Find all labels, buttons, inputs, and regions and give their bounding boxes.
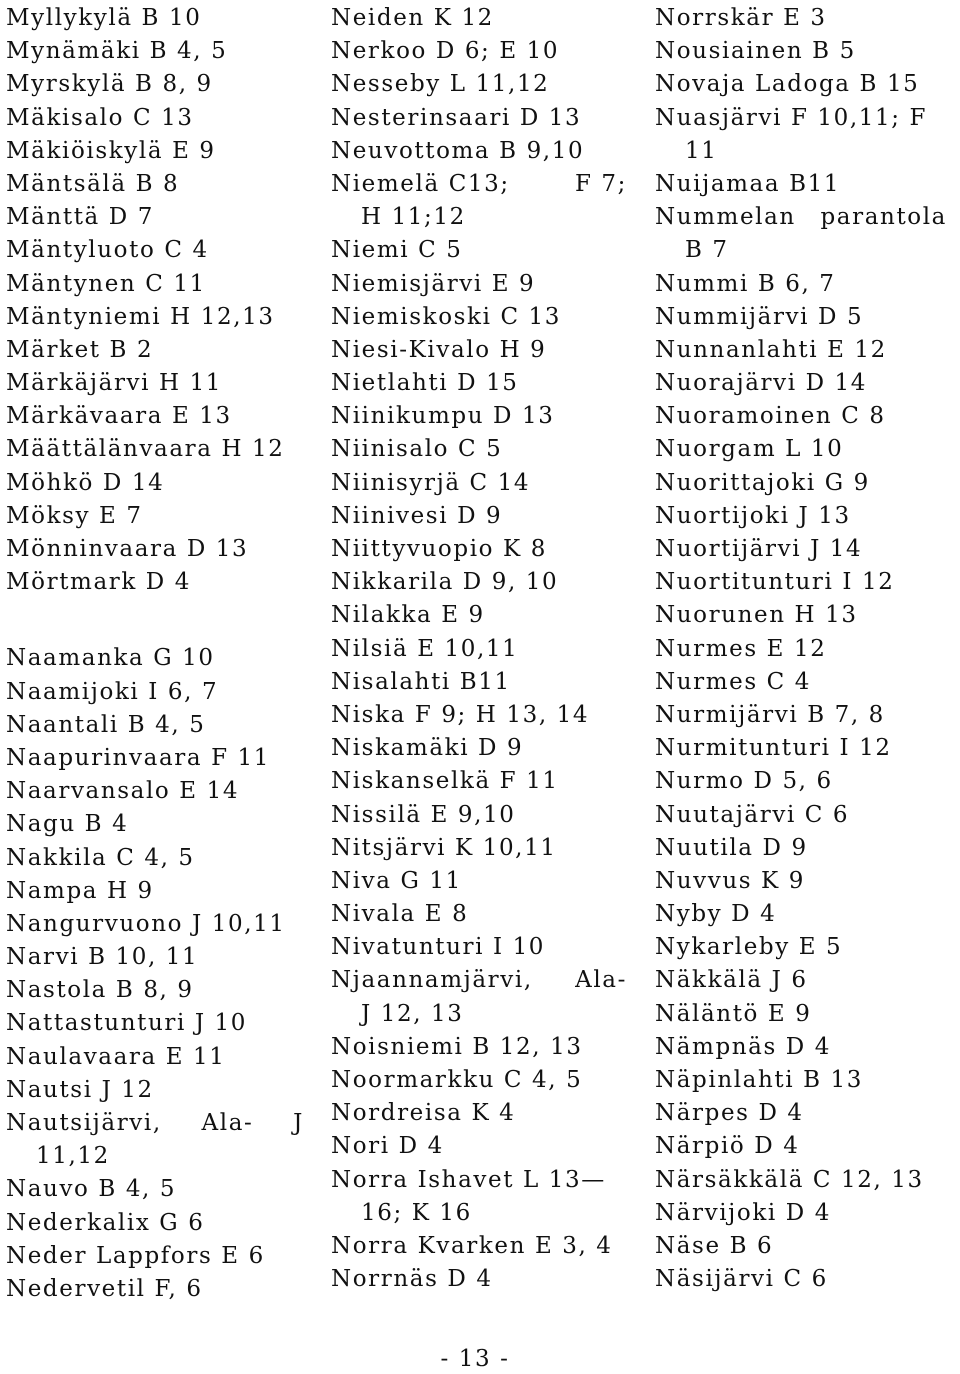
entry-part: Njaannamjärvi, — [331, 967, 533, 994]
entry-continuation: 11,12 — [36, 1143, 110, 1170]
index-entry: Norra Ishavet L 13— — [331, 1166, 606, 1193]
index-entry: Novaja Ladoga B 15 — [655, 71, 920, 98]
index-entry: Nurmijärvi B 7, 8 — [655, 701, 885, 728]
entry-part: Nautsijärvi, — [6, 1110, 162, 1136]
index-entry: Niemisjärvi E 9 — [331, 270, 536, 297]
index-entry: Nilsiä E 10,11 — [331, 635, 519, 662]
entry-group — [331, 1230, 635, 1296]
index-entry: Nastola B 8, 9 — [6, 977, 194, 1004]
index-entry: Nesterinsaari D 13 — [331, 104, 582, 131]
index-entry: Nordreisa K 4 — [331, 1100, 516, 1127]
index-entry: Niittyvuopio K 8 — [331, 536, 547, 562]
index-entry: Märket B 2 — [6, 336, 154, 363]
index-entry: Nivatunturi I 10 — [331, 934, 546, 961]
index-entry: Niva G 11 — [331, 867, 462, 894]
index-entry: Nitsjärvi K 10,11 — [331, 834, 557, 861]
entry-part: parantola — [820, 204, 947, 231]
index-entry: Naapurinvaara F 11 — [6, 744, 271, 771]
index-entry: Mörtmark D 4 — [6, 569, 191, 596]
index-entry: Närsäkkälä C 12, 13 — [655, 1166, 924, 1193]
index-entry: Neiden K 12 — [331, 5, 494, 31]
entry-continuation: J 12, 13 — [361, 1000, 464, 1027]
index-column-right — [655, 2, 955, 1296]
index-entry: Määttälänvaara H 12 — [6, 436, 285, 463]
index-entry: Nuorgam L 10 — [655, 436, 844, 463]
index-entry: Naamanka G 10 — [6, 645, 215, 672]
page-number: - 13 - — [440, 1346, 510, 1372]
entry-part: Niemelä C13; — [331, 170, 510, 197]
index-column-left — [6, 2, 312, 1306]
index-entry: Nämpnäs D 4 — [655, 1033, 831, 1060]
entry-group — [331, 1031, 635, 1164]
index-entry: Niesi-Kivalo H 9 — [331, 336, 547, 363]
entry-group — [6, 1173, 312, 1306]
index-entry: Nykarleby E 5 — [655, 934, 843, 961]
index-entry: Nampa H 9 — [6, 877, 154, 904]
index-entry: Märkävaara E 13 — [6, 403, 232, 430]
index-entry: Näsijärvi C 6 — [655, 1266, 828, 1293]
entry-group — [331, 2, 635, 168]
entry-continuation: B 7 — [685, 237, 729, 264]
index-entry: Noisniemi B 12, 13 — [331, 1033, 583, 1060]
index-entry: Nuortijärvi J 14 — [655, 536, 863, 562]
index-entry: Nakkila C 4, 5 — [6, 844, 195, 871]
index-entry: Mäkiöiskylä E 9 — [6, 137, 216, 164]
index-entry: Neder Lappfors E 6 — [6, 1242, 265, 1269]
index-entry: Nederkalix G 6 — [6, 1209, 205, 1236]
index-entry: Mäntynen C 11 — [6, 270, 206, 297]
index-entry: Näse B 6 — [655, 1232, 774, 1259]
index-entry: Nisalahti B11 — [331, 668, 511, 695]
entry-group — [655, 2, 955, 102]
index-entry: Nuorunen H 13 — [655, 602, 858, 629]
index-entry: Niinikumpu D 13 — [331, 403, 555, 430]
section-gap — [6, 599, 312, 642]
entry-group — [331, 234, 635, 964]
index-entry: Nurmitunturi I 12 — [655, 735, 892, 762]
index-entry: Norra Kvarken E 3, 4 — [331, 1232, 613, 1259]
index-entry: Nagu B 4 — [6, 811, 129, 838]
index-entry: Naulavaara E 11 — [6, 1043, 226, 1070]
index-entry: Nedervetil F, 6 — [6, 1275, 203, 1302]
index-entry: Naantali B 4, 5 — [6, 711, 206, 738]
index-entry: Nerkoo D 6; E 10 — [331, 38, 560, 65]
index-entry: Nuortijoki J 13 — [655, 502, 851, 529]
index-entry: Noormarkku C 4, 5 — [331, 1067, 583, 1093]
entry-continuation: H 11;12 — [361, 204, 466, 231]
index-entry: Niskamäki D 9 — [331, 735, 524, 762]
index-entry: Nyby D 4 — [655, 901, 777, 928]
index-entry: Märkäjärvi H 11 — [6, 370, 223, 397]
index-entry: Mäntsälä B 8 — [6, 170, 180, 197]
entry-part: J — [293, 1110, 304, 1136]
index-entry: Näpinlahti B 13 — [655, 1067, 863, 1093]
index-column-middle — [331, 2, 635, 1296]
index-entry — [6, 1107, 312, 1140]
index-entry: Nuutila D 9 — [655, 834, 808, 861]
entry-part: F 7; — [574, 170, 627, 197]
index-entry: Nurmes C 4 — [655, 668, 812, 695]
index-entry: Nummi B 6, 7 — [655, 270, 836, 297]
index-entry: Nattastunturi J 10 — [6, 1010, 248, 1037]
index-entry: Nangurvuono J 10,11 — [6, 910, 286, 937]
index-entry: Mänttä D 7 — [6, 204, 154, 231]
index-entry: Nori D 4 — [331, 1133, 444, 1160]
index-entry: Niinisyrjä C 14 — [331, 469, 531, 496]
entry-group — [655, 268, 955, 1297]
index-entry: Norrskär E 3 — [655, 5, 827, 31]
entry-group — [6, 642, 312, 1107]
entry-continuation: 16; K 16 — [361, 1199, 472, 1226]
index-entry: Niemiskoski C 13 — [331, 303, 562, 330]
index-entry: Norrnäs D 4 — [331, 1266, 493, 1293]
index-entry: Nuutajärvi C 6 — [655, 801, 850, 828]
index-entry: Nuijamaa B11 — [655, 170, 841, 197]
index-entry: Nuortitunturi I 12 — [655, 569, 895, 596]
index-entry: Nautsi J 12 — [6, 1076, 154, 1103]
index-entry: Mönninvaara D 13 — [6, 536, 249, 562]
index-entry: Närpiö D 4 — [655, 1133, 800, 1160]
index-entry: Niinisalo C 5 — [331, 436, 503, 463]
entry-continuation: 11 — [685, 137, 718, 164]
entry-group — [655, 168, 955, 201]
index-entry: Nuvvus K 9 — [655, 867, 805, 894]
index-entry: Naamijoki I 6, 7 — [6, 678, 219, 705]
index-entry: Nivala E 8 — [331, 901, 469, 928]
index-entry: Näläntö E 9 — [655, 1000, 812, 1027]
index-entry: Nurmo D 5, 6 — [655, 768, 833, 795]
index-entry: Myrskylä B 8, 9 — [6, 71, 213, 98]
index-entry: Mäntyluoto C 4 — [6, 237, 209, 264]
entry-part: Ala- — [201, 1110, 254, 1136]
entry-group — [6, 2, 312, 599]
index-entry: Nuorajärvi D 14 — [655, 370, 868, 397]
index-entry: Nurmes E 12 — [655, 635, 827, 662]
index-entry: Nummijärvi D 5 — [655, 303, 864, 330]
index-entry: Mäkisalo C 13 — [6, 104, 194, 131]
index-entry: Nuorittajoki G 9 — [655, 469, 870, 496]
entry-part: Nummelan — [655, 204, 796, 231]
index-entry: Niskanselkä F 11 — [331, 768, 559, 795]
index-entry: Neuvottoma B 9,10 — [331, 137, 585, 164]
index-entry — [331, 168, 635, 201]
index-entry: Mäntyniemi H 12,13 — [6, 303, 275, 330]
index-entry: Näkkälä J 6 — [655, 967, 808, 994]
index-entry: Närpes D 4 — [655, 1100, 804, 1127]
index-entry: Närvijoki D 4 — [655, 1199, 831, 1226]
index-entry: Myllykylä B 10 — [6, 5, 202, 31]
index-entry: Nietlahti D 15 — [331, 370, 519, 397]
index-entry: Naarvansalo E 14 — [6, 778, 240, 805]
index-entry: Nilakka E 9 — [331, 602, 485, 629]
entry-part: Ala- — [575, 967, 627, 994]
index-entry: Nunnanlahti E 12 — [655, 336, 887, 363]
index-entry: Nuasjärvi F 10,11; F — [655, 104, 928, 131]
index-entry: Niska F 9; H 13, 14 — [331, 701, 590, 728]
index-entry: Nesseby L 11,12 — [331, 71, 550, 98]
index-entry: Möksy E 7 — [6, 502, 143, 529]
index-entry: Nuoramoinen C 8 — [655, 403, 886, 430]
index-entry: Niemi C 5 — [331, 237, 463, 264]
index-entry: Möhkö D 14 — [6, 469, 165, 496]
index-entry: Mynämäki B 4, 5 — [6, 38, 228, 65]
index-entry: Narvi B 10, 11 — [6, 944, 199, 971]
index-entry — [655, 201, 955, 234]
index-entry: Niinivesi D 9 — [331, 502, 503, 529]
index-entry: Nikkarila D 9, 10 — [331, 569, 559, 596]
index-entry: Nauvo B 4, 5 — [6, 1176, 177, 1203]
index-entry: Nousiainen B 5 — [655, 38, 856, 65]
index-entry — [331, 964, 635, 997]
index-entry: Nissilä E 9,10 — [331, 801, 516, 828]
